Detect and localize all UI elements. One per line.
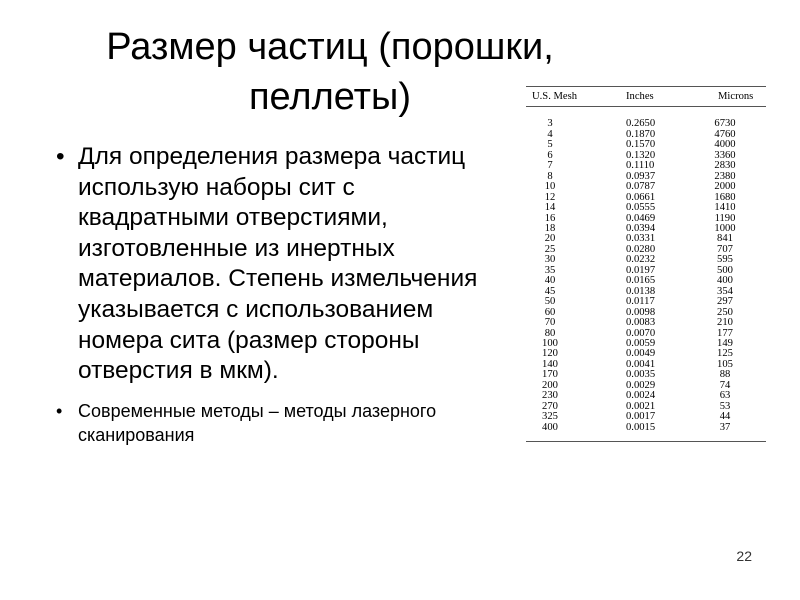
cell-us-mesh: 4 [547,128,553,140]
table-body [526,107,766,442]
cell-inches: 0.0937 [626,170,656,182]
cell-us-mesh: 400 [542,421,558,433]
cell-microns: 74 [719,379,731,391]
cell-inches: 0.1870 [626,128,656,140]
cell-us-mesh: 60 [544,306,556,318]
cell-us-mesh: 100 [542,337,558,349]
sieve-mesh-table [526,86,766,442]
bullet-text: Для определения размера частиц использую наборы сит с квадратными отверстиями, изготовленные из инертных материалов. Степень измельчения указывается с использованием номера сита (размер стороны отверстия в мкм). [78,143,478,385]
cell-inches: 0.0197 [626,264,656,276]
cell-microns: 105 [717,358,733,370]
cell-microns: 250 [717,306,733,318]
bullet-list [30,142,500,447]
cell-us-mesh: 25 [544,243,556,255]
cell-microns: 2380 [714,170,736,182]
cell-us-mesh: 3 [547,118,553,130]
cell-microns: 707 [717,243,733,255]
bullet-item [30,142,500,387]
page-number: 22 [736,548,752,564]
cell-inches: 0.0015 [626,421,656,433]
bullet-item [30,399,500,447]
cell-microns: 44 [719,411,731,423]
cell-inches: 0.0024 [626,390,656,402]
cell-inches: 0.0469 [626,212,656,224]
column-header-us-mesh: U.S. Mesh [526,87,624,107]
table-bottom-rule [526,442,766,443]
cell-us-mesh: 325 [542,411,558,423]
cell-microns: 4760 [714,128,736,140]
cell-microns: 177 [717,327,733,339]
cell-us-mesh: 230 [542,390,558,402]
slide-title-line-1: Размер частиц (порошки, [106,26,554,68]
cell-inches: 0.1110 [626,160,655,172]
column-header-microns: Microns [706,87,766,107]
cell-us-mesh: 50 [544,296,556,308]
cell-inches: 0.0029 [626,379,656,391]
cell-us-mesh: 16 [544,212,556,224]
cell-us-mesh: 20 [544,233,556,245]
cell-us-mesh: 8 [547,170,553,182]
cell-inches: 0.1570 [626,139,656,151]
cell-inches: 0.0394 [626,222,656,234]
cell-inches: 0.0280 [626,243,656,255]
cell-inches: 0.0049 [626,348,656,360]
cell-us-mesh: 120 [542,348,558,360]
cell-inches: 0.0661 [626,191,656,203]
slide-title-line-2: пеллеты) [248,76,412,118]
cell-inches: 0.1320 [626,149,656,161]
column-header-inches: Inches [624,87,706,107]
cell-microns: 4000 [714,139,736,151]
cell-microns: 500 [717,264,733,276]
cell-inches: 0.0331 [626,233,656,245]
cell-inches: 0.0555 [626,202,656,214]
table-header-row [526,87,766,107]
cell-inches: 0.2650 [626,118,656,130]
cell-us-mesh: 80 [544,327,556,339]
cell-microns: 400 [717,275,733,287]
cell-us-mesh: 35 [544,264,556,276]
bullet-text: Современные методы – методы лазерного сканирования [78,400,437,445]
cell-microns: 63 [719,390,731,402]
cell-inches: 0.0021 [626,400,656,412]
cell-inches: 0.0035 [626,369,656,381]
cell-inches: 0.0165 [626,275,656,287]
table-row [526,203,766,213]
cell-microns: 88 [719,369,731,381]
cell-inches: 0.0098 [626,306,656,318]
cell-inches: 0.0017 [626,411,656,423]
cell-inches: 0.0041 [626,358,656,370]
cell-us-mesh: 18 [544,222,556,234]
cell-microns: 53 [719,400,731,412]
cell-microns: 1410 [714,202,736,214]
cell-microns: 125 [717,348,733,360]
cell-us-mesh: 5 [547,139,553,151]
cell-us-mesh: 12 [544,191,556,203]
cell-us-mesh: 200 [542,379,558,391]
cell-microns: 354 [717,285,733,297]
cell-microns: 2000 [714,181,736,193]
slide-title [70,22,590,122]
cell-us-mesh: 14 [544,202,556,214]
cell-us-mesh: 6 [547,149,553,161]
cell-microns: 841 [717,233,733,245]
cell-us-mesh: 30 [544,254,556,266]
cell-microns: 1680 [714,191,736,203]
cell-microns: 2830 [714,160,736,172]
bullet-icon: • [56,143,65,170]
cell-microns: 297 [717,296,733,308]
cell-microns: 1000 [714,222,736,234]
cell-us-mesh: 140 [542,358,558,370]
cell-inches: 0.0117 [626,296,655,308]
cell-microns: 6730 [714,118,736,130]
cell-inches: 0.0059 [626,337,656,349]
table-row [526,107,766,130]
table-row [526,423,766,442]
cell-microns: 3360 [714,149,736,161]
cell-us-mesh: 40 [544,275,556,287]
cell-us-mesh: 10 [544,181,556,193]
cell-microns: 37 [719,421,731,433]
cell-us-mesh: 45 [544,285,556,297]
cell-us-mesh: 270 [542,400,558,412]
cell-inches: 0.0083 [626,317,656,329]
cell-microns: 1190 [714,212,736,224]
cell-inches: 0.0070 [626,327,656,339]
cell-microns: 595 [717,254,733,266]
bullet-icon: • [56,400,63,421]
cell-microns: 210 [717,317,733,329]
cell-us-mesh: 170 [542,369,558,381]
cell-inches: 0.0232 [626,254,656,266]
mesh-table [526,86,766,442]
cell-inches: 0.0138 [626,285,656,297]
cell-microns: 149 [717,337,733,349]
table-row [526,318,766,328]
cell-inches: 0.0787 [626,181,656,193]
cell-us-mesh: 70 [544,317,556,329]
cell-us-mesh: 7 [547,160,553,172]
